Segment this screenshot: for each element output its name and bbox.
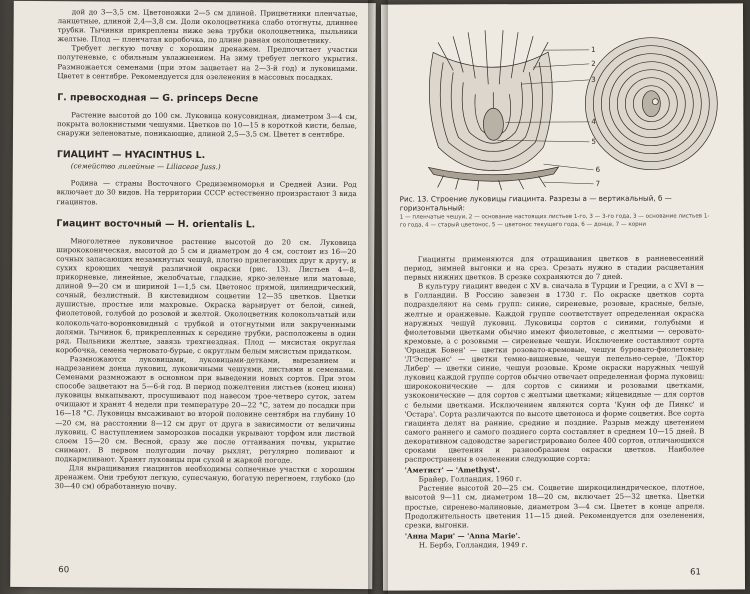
bulb-vertical-section: [428, 30, 559, 190]
propagation-paragraph: Размножаются луковицами, луковицами-детками, вырезанием и надрезанием донца луковиц, луковичными чешуями, листьями и семенами. Семенами размножают в основном при выведении новых сортов. При этом способе зацветают на 5—6-й год. В период пожелтения листьев (конец июня) луковицы выкапывают, просушивают под навесом трое-четверо суток, затем очищают и хранят 4 недели при температуре 20—22 °С, затем до посадки при 16—18 °С. Луковицы высаживают во второй половине сентября на глубину 10—20 см, на расстоянии 8—12 см друг от друга в зависимости от величины луковиц. С наступлением заморозков посадки укрывают торфом или листвой слоем 15—20 см. Весной, сразу же после оттаивания почвы, укрытие снимают. В первом полугодии почву рыхлят, регулярно поливают и подкармливают. Хранят луковицы при сухой и жаркой погоде.: [54, 354, 356, 465]
orientalis-description: Многолетнее луковичное растение высотой до 20 см. Луковица ширококоническая, высотой до 5 см и диаметром до 4 см, состоит из 16—20 сочных запасающих незамкнутых чешуй, плотно прилегающих друг к другу, и сухих кроющих чешуй различной окраски (рис. 13). Листьев 4—8, прикорневые, линейные, желобчатые, гладкие, ярко-зеленые или матовые, длиной 9—20 см и шириной 1—1,5 см. Цветонос прямой, цилиндрический, сочный, безлистный. В кистевидном соцветии 12—35 цветков. Цветки душистые, простые или махровые. Окраска варьирует от белой, синей, фиолетовой, голубой до розовой и желтой. Околоцветник колокольчатый или колокольчато-воронковидный с трубкой и отогнутыми или закрученными долями. Тычинок 6, прикрепленных к середине трубки, расположены в один ряд. Пыльники желтые, завязь трехгнездная. Плод — мясистая округлая коробочка, семена черновато-бурые, с округлым белым мясистым придатком.: [55, 235, 357, 356]
bulb-structure-figure: [393, 21, 724, 190]
species-heading-orientalis: Гиацинт восточный — H. orientalis L.: [56, 217, 256, 230]
caption-legend: 1 — пленчатые чешуи, 2 — основание настоящих листьев 1-го, 3 — 3-го года, 3 — основание листьев 1-го года, 4 — старый цветонос, 5 — цветонос текущего года, 6 — донце, 7 — корни: [399, 213, 710, 229]
book-gutter: [368, 0, 388, 594]
cultivar-amethyst-name: 'Аметист' — 'Amethyst'.: [404, 465, 500, 475]
right-text-column: [404, 254, 705, 550]
cultivar-anna-marie-origin: Н. Бербэ, Голландия, 1949 г.: [418, 540, 528, 550]
intro-paragraph-2: Требует легкую почву с хорошим дренажем. Предпочитает участки полутеневые, с обильным увлажнением. На зиму требует легкого укрытия. Размножается семенами (при этом зацветает на 2—3-й год) и луковицами. Цветет в сентябре. Рекомендуется для озеленения в массовых посадках.: [57, 43, 358, 82]
history-paragraph: В культуру гиацинт введен с XV в. сначала в Турции и Греции, а с XVI в — в Голландии. В Россию завезен в 1730 г. По окраске цветков сорта подразделяют на семь групп: синие, сиреневые, розовые, красные, белые, желтые и оранжевые. Каждой группе соответствует определенная окраска наружных чешуй луковиц. Луковицы сортов с синими, голубыми и фиолетовыми цветками обычно имеют фиолетовые, с желтыми — серовато-кремовые, а с розовыми — сиреневые чешуи. Исключение составляют сорта 'Орандж Бовен' — цветки розовато-кремовые, чешуи буровато-фиолетовые; 'Л'Эсперанс' — цветки темно-вишневые, чешуи пепельно-серые, 'Доктор Либер' — цветки синие, чешуи розовые. Кроме окраски наружных чешуй луковиц каждой группе сортов обычно отвечает определенная форма луковиц: ширококонические — для сортов с синими и розовыми цветками, узкоконические — для сортов с желтыми цветками; яйцевидные — для сортов с белыми цветками. Исключением являются сорта 'Куин оф де Пинкс' и 'Остара'. Сорта различаются по высоте цветоноса и форме соцветия. Все сорта гиацинта делят на ранние, средние и поздние. Разрыв между цветением самого раннего и самого позднего сорта составляет в среднем 10—15 дней. В декоративном садоводстве зарегистрировано более 400 сортов, отличающихся сроками цветения и разнообразием окраски цветков. Наиболее распространены в озеленении следующие сорта:: [403, 280, 705, 464]
figure-label-4: 4: [591, 117, 596, 126]
figure-label-6: 6: [595, 165, 601, 174]
left-page: [10, 1, 376, 589]
growing-paragraph: Для выращивания гиацинтов необходимы солнечные участки с хорошим дренажем. Они требуют легкую, супесчаную, богатую перегноем, глубоко (до 30—40 см) обработанную почву.: [54, 463, 355, 492]
caption-title: Рис. 13. Строение луковицы гиацинта. Разрезы а — вертикальный, б — горизонтальный:: [399, 193, 672, 213]
family-note: (семейство лилейные — Liliaceae Juss.): [70, 161, 221, 172]
figure-caption: [400, 193, 712, 229]
intro-paragraph-1: дой до 3—3,5 см. Цветоножки 2—5 см длиной. Прицветники пленчатые, ланцетные, длиной 2,4—3,8 см. Доли околоцветника слабо отогнуты, длиннее трубки. Тычинки прикреплены ниже зева трубки околоцветника, пыльники желтые. Плод — пленчатая коробочка, по длине равная околоцветнику.: [57, 7, 358, 46]
figure-label-3: 3: [591, 75, 596, 84]
figure-label-7: 7: [595, 179, 601, 188]
figure-label-1: 1: [591, 45, 596, 54]
cultivar-amethyst-origin: Брайер, Голландия, 1960 г.: [418, 474, 522, 484]
genus-description: Родина — страны Восточного Средиземноморья и Средней Азии. Род включает до 30 видов. На территории СССР естественно произрастают 3 вида гиацинтов.: [56, 178, 357, 206]
genus-heading-hyacinthus: ГИАЦИНТ — HYACINTHUS L.: [56, 149, 206, 162]
cultivar-anna-marie-name: 'Анна Мари' — 'Anna Marie'.: [404, 530, 521, 541]
cultivar-amethyst-description: Растение высотой 20—25 см. Соцветие ширкоцилиндрическое, плотное, высотой 9—11 см, диаметром 18—20 см, включает 25—32 цветка. Цветки простые, сиренево-малиновые, диаметром 3—4 см. Цветет в конце апреля. Продолжительность цветения 11—15 дней. Рекомендуется для озеленения, срезки, выгонки.: [404, 482, 705, 530]
princeps-description: Растение высотой до 100 см. Луковица конусовидная, диаметром 3—4 см, покрыта волокнистыми чешуями. Цветков по 10—15 в короткой кисти, белые, снаружи зеленоватые, поникающие, длиной 2,5—3,5 см. Цветет в сентябре.: [56, 110, 358, 139]
page-number-right: 61: [690, 567, 701, 578]
usage-paragraph: Гиацинты применяются для отращивания цветков в ранневесенний период, зимней выгонки и на срез. Срезать нужно в стадии расцветания первых нижних цветков. В срезке сохраняются до 7 дней.: [403, 253, 704, 282]
bulb-horizontal-section: [585, 37, 717, 169]
figure-label-5: 5: [591, 137, 596, 146]
right-page: [381, 3, 745, 590]
page-number-left: 60: [58, 565, 70, 576]
figure-label-2: 2: [591, 59, 596, 68]
left-text-column: [55, 7, 358, 492]
section-heading-princeps: Г. превосходная — G. princeps Decne: [57, 91, 259, 105]
